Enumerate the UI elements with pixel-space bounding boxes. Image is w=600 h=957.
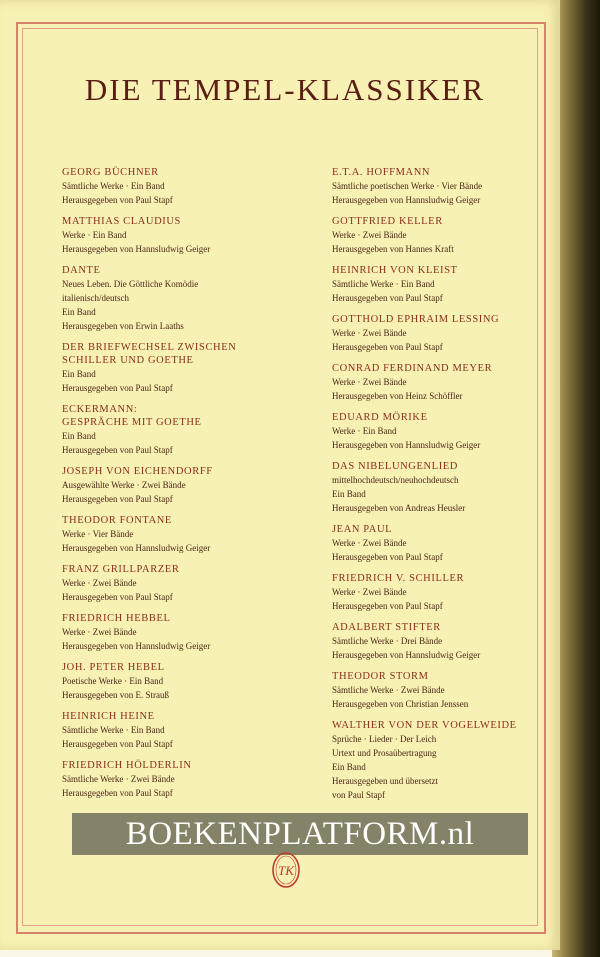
- edition-detail: Werke · Vier Bände: [62, 529, 134, 539]
- edition-detail: Werke · Ein Band: [62, 230, 127, 240]
- watermark-banner: BOEKENPLATFORM.nl: [72, 813, 528, 855]
- author-name: GOTTFRIED KELLER: [332, 216, 443, 227]
- edition-detail: Ausgewählte Werke · Zwei Bände: [62, 480, 186, 490]
- edition-detail: Sämtliche poetischen Werke · Vier Bände: [332, 181, 483, 191]
- edition-detail: Herausgegeben von Heinz Schöffler: [332, 391, 463, 401]
- author-name: CONRAD FERDINAND MEYER: [332, 363, 493, 374]
- edition-detail: Herausgegeben von Paul Stapf: [332, 601, 443, 611]
- edition-detail: Herausgegeben von Erwin Laaths: [62, 321, 184, 331]
- author-name: GEORG BÜCHNER: [62, 167, 159, 178]
- edition-detail: Sämtliche Werke · Ein Band: [62, 181, 165, 191]
- edition-detail: Werke · Zwei Bände: [332, 230, 407, 240]
- edition-detail: Werke · Ein Band: [332, 426, 397, 436]
- author-name: DAS NIBELUNGENLIED: [332, 461, 458, 472]
- author-entry: [62, 612, 297, 653]
- author-entry: [332, 215, 567, 256]
- author-name: ADALBERT STIFTER: [332, 622, 441, 633]
- author-entry: [332, 411, 567, 452]
- edition-detail: Werke · Zwei Bände: [332, 587, 407, 597]
- edition-detail: Herausgegeben von Hannsludwig Geiger: [332, 195, 481, 205]
- author-entry: [332, 621, 567, 662]
- author-entry: [332, 313, 567, 354]
- edition-detail: Herausgegeben von Paul Stapf: [62, 494, 173, 504]
- edition-detail: Sämtliche Werke · Ein Band: [332, 279, 435, 289]
- edition-detail: Werke · Zwei Bände: [332, 538, 407, 548]
- author-entry: [332, 572, 567, 613]
- edition-detail: Ein Band: [332, 762, 366, 772]
- edition-detail: Herausgegeben von Paul Stapf: [332, 342, 443, 352]
- author-name: GESPRÄCHE MIT GOETHE: [62, 417, 202, 428]
- author-name: THEODOR STORM: [332, 671, 429, 682]
- author-name: HEINRICH VON KLEIST: [332, 265, 458, 276]
- edition-detail: Herausgegeben von Paul Stapf: [332, 293, 443, 303]
- edition-detail: Herausgegeben von E. Strauß: [62, 690, 169, 700]
- edition-detail: Herausgegeben von Hannsludwig Geiger: [332, 650, 481, 660]
- edition-detail: Herausgegeben von Paul Stapf: [62, 592, 173, 602]
- publisher-logo-icon: [270, 850, 302, 890]
- edition-detail: Werke · Zwei Bände: [332, 328, 407, 338]
- author-list-right: [332, 166, 567, 810]
- author-entry: [62, 341, 297, 395]
- author-name: DANTE: [62, 265, 101, 276]
- author-entry: [332, 523, 567, 564]
- author-entry: [332, 264, 567, 305]
- author-name: JEAN PAUL: [332, 524, 393, 535]
- author-name: SCHILLER UND GOETHE: [62, 355, 194, 366]
- author-name: ECKERMANN:: [62, 404, 138, 415]
- author-entry: [332, 166, 567, 207]
- author-entry: [332, 460, 567, 515]
- author-entry: [332, 719, 567, 802]
- edition-detail: Neues Leben. Die Göttliche Komödie: [62, 279, 199, 289]
- author-name: FRIEDRICH HÖLDERLIN: [62, 760, 192, 771]
- author-entry: [62, 215, 297, 256]
- author-name: JOSEPH VON EICHENDORFF: [62, 466, 213, 477]
- edition-detail: Sämtliche Werke · Zwei Bände: [332, 685, 445, 695]
- author-name: HEINRICH HEINE: [62, 711, 155, 722]
- edition-detail: Herausgegeben von Andreas Heusler: [332, 503, 466, 513]
- author-name: E.T.A. HOFFMANN: [332, 167, 431, 178]
- edition-detail: Ein Band: [62, 369, 96, 379]
- author-entry: [332, 362, 567, 403]
- edition-detail: Herausgegeben von Hannsludwig Geiger: [62, 244, 211, 254]
- author-name: FRIEDRICH HEBBEL: [62, 613, 171, 624]
- author-name: FRANZ GRILLPARZER: [62, 564, 180, 575]
- author-entry: [62, 759, 297, 800]
- edition-detail: Herausgegeben von Paul Stapf: [62, 445, 173, 455]
- author-name: DER BRIEFWECHSEL ZWISCHEN: [62, 342, 237, 353]
- author-name: THEODOR FONTANE: [62, 515, 172, 526]
- edition-detail: Werke · Zwei Bände: [62, 578, 137, 588]
- author-name: EDUARD MÖRIKE: [332, 412, 428, 423]
- author-entry: [62, 661, 297, 702]
- edition-detail: italienisch/deutsch: [62, 293, 129, 303]
- edition-detail: Sprüche · Lieder · Der Leich: [332, 734, 437, 744]
- edition-detail: Sämtliche Werke · Drei Bände: [332, 636, 443, 646]
- edition-detail: Herausgegeben von Paul Stapf: [62, 739, 173, 749]
- author-list-left: [62, 166, 297, 808]
- edition-detail: Poetische Werke · Ein Band: [62, 676, 164, 686]
- edition-detail: Herausgegeben von Hannsludwig Geiger: [62, 641, 211, 651]
- edition-detail: mittelhochdeutsch/neuhochdeutsch: [332, 475, 459, 485]
- edition-detail: Herausgegeben und übersetzt: [332, 776, 438, 786]
- logo-letters: TK: [278, 863, 294, 878]
- author-entry: [62, 166, 297, 207]
- author-name: WALTHER VON DER VOGELWEIDE: [332, 720, 517, 731]
- edition-detail: Herausgegeben von Paul Stapf: [332, 552, 443, 562]
- edition-detail: von Paul Stapf: [332, 790, 385, 800]
- edition-detail: Ein Band: [62, 307, 96, 317]
- author-entry: [62, 563, 297, 604]
- author-name: MATTHIAS CLAUDIUS: [62, 216, 181, 227]
- edition-detail: Ein Band: [332, 489, 366, 499]
- edition-detail: Werke · Zwei Bände: [62, 627, 137, 637]
- author-name: JOH. PETER HEBEL: [62, 662, 165, 673]
- edition-detail: Urtext und Prosaübertragung: [332, 748, 437, 758]
- edition-detail: Herausgegeben von Hannes Kraft: [332, 244, 454, 254]
- edition-detail: Ein Band: [62, 431, 96, 441]
- edition-detail: Herausgegeben von Paul Stapf: [62, 788, 173, 798]
- author-name: GOTTHOLD EPHRAIM LESSING: [332, 314, 500, 325]
- author-entry: [62, 465, 297, 506]
- edition-detail: Sämtliche Werke · Ein Band: [62, 725, 165, 735]
- edition-detail: Herausgegeben von Paul Stapf: [62, 383, 173, 393]
- author-entry: [62, 403, 297, 457]
- series-title: DIE TEMPEL-KLASSIKER: [84, 72, 486, 107]
- edition-detail: Sämtliche Werke · Zwei Bände: [62, 774, 175, 784]
- edition-detail: Herausgegeben von Hannsludwig Geiger: [62, 543, 211, 553]
- author-entry: [332, 670, 567, 711]
- author-entry: [62, 264, 297, 333]
- edition-detail: Herausgegeben von Christian Jenssen: [332, 699, 469, 709]
- edition-detail: Herausgegeben von Hannsludwig Geiger: [332, 440, 481, 450]
- author-entry: [62, 514, 297, 555]
- edition-detail: Werke · Zwei Bände: [332, 377, 407, 387]
- edition-detail: Herausgegeben von Paul Stapf: [62, 195, 173, 205]
- author-entry: [62, 710, 297, 751]
- author-name: FRIEDRICH V. SCHILLER: [332, 573, 465, 584]
